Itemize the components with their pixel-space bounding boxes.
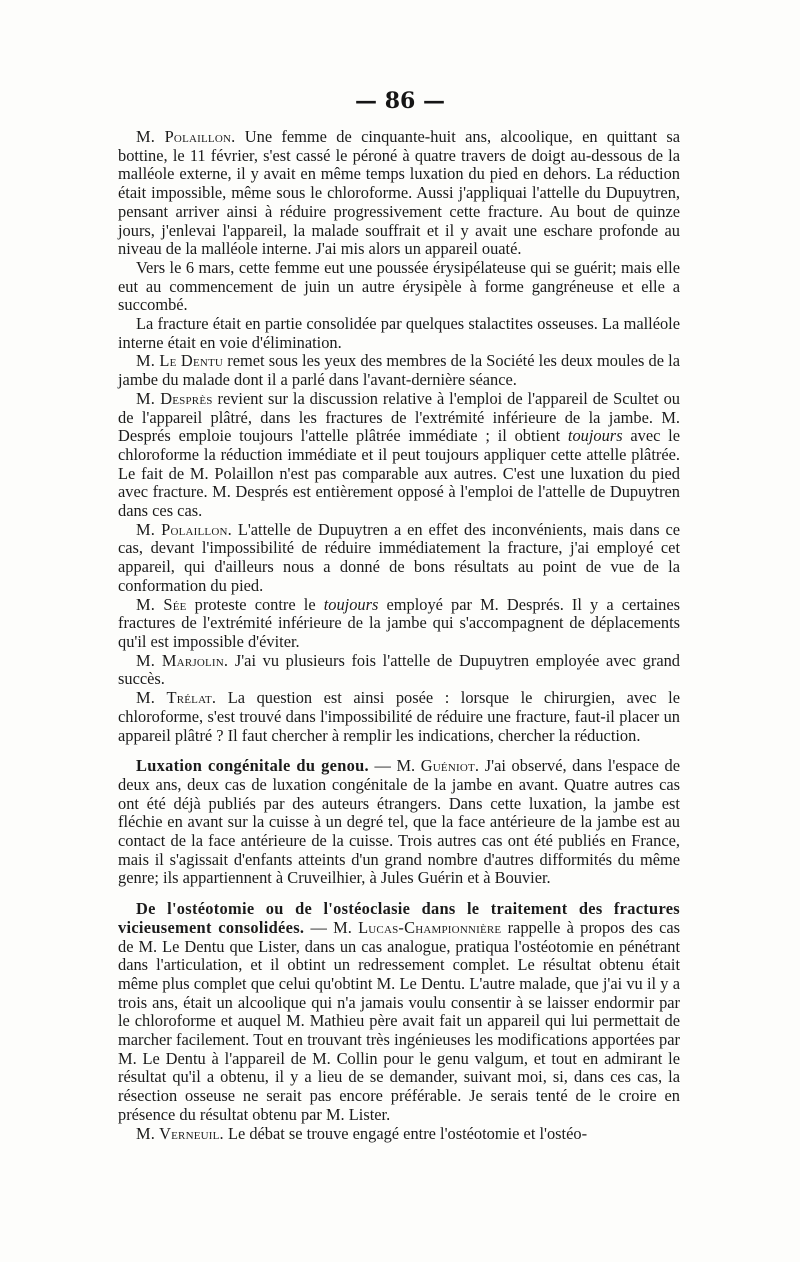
page-number: — 86 —: [355, 88, 445, 114]
speaker-name: Lucas-Championnière: [358, 917, 502, 937]
paragraph-text: employé par M. Després. Il y a certaines fractures de l'extrémité inférieure de la jambe qui s'accompagnent de déplacements qu'il est impossible d'éviter.: [118, 594, 681, 651]
speaker-name: Guéniot.: [420, 756, 480, 776]
paragraph-text: L'attelle de Dupuytren a en effet des inconvénients, mais dans ce cas, devant l'impossibilité de réduire immédiatement la fracture, j'ai employé cet appareil, qui d'ailleurs nous a donné de bons résultats au point de vue de la conformation du pied.: [118, 519, 680, 595]
speaker-name: M. Le Dentu: [136, 351, 224, 371]
paragraph-text: J'ai vu plusieurs fois l'attelle de Dupuytren employée avec grand succès.: [118, 650, 680, 689]
section-heading: Luxation congénitale du genou.: [136, 756, 369, 776]
heading-dash: — M.: [304, 917, 359, 937]
paragraph: [118, 1125, 680, 1144]
page-body: [118, 128, 680, 1143]
paragraph: [118, 315, 680, 352]
speaker-name: M. Polaillon.: [136, 519, 232, 539]
paragraph: [118, 652, 680, 689]
paragraph: [118, 390, 680, 521]
paragraph: [118, 596, 680, 652]
paragraph-text: remet sous les yeux des membres de la Société les deux moules de la jambe du malade dont il a parlé dans l'avant-dernière séance.: [118, 351, 680, 390]
section-osteotomie: [118, 900, 680, 1124]
paragraph-text: Le débat se trouve engagé entre l'ostéotomie et l'ostéo-: [223, 1123, 588, 1143]
speaker-name: M. Trélat.: [136, 688, 217, 708]
paragraph-text: La fracture était en partie consolidée par quelques stalactites osseuses. La malléole interne était en voie d'élimination.: [118, 314, 680, 352]
italic-word: toujours: [323, 594, 379, 614]
paragraph-text: Vers le 6 mars, cette femme eut une poussée érysipélateuse qui se guérit; mais elle eut au commencement de juin un autre érysipèle à forme gangréneuse et elle a succombé.: [118, 257, 680, 315]
section-heading: De l'ostéotomie ou de l'ostéoclasie dans le traitement des fractures vicieusement consolidées.: [118, 899, 680, 937]
speaker-name: M. Verneuil.: [136, 1123, 224, 1143]
paragraph-text: La question est ainsi posée : lorsque le chirurgien, avec le chloroforme, s'est trouvé dans l'impossibilité de réduire une fracture, faut-il placer un appareil plâtré ? Il faut chercher à remplir les indications, chercher la réduction.: [118, 688, 680, 745]
paragraph: [118, 128, 680, 259]
italic-word: toujours: [567, 426, 623, 446]
speaker-name: M. Polaillon.: [136, 127, 236, 146]
speaker-name: M. Desprès: [136, 388, 213, 408]
paragraph-text: rappelle à propos des cas de M. Le Dentu que Lister, dans un cas analogue, pratiqua l'ostéotomie en pénétrant dans l'articulation, et il obtint un redressement complet. Le résultat obtenu était même plus complet que celui qu'obtint M. Le Dentu. L'autre malade, que j'ai vu il y a trois ans, était un alcoolique qui n'a jamais voulu consentir à se laisser endormir par le chloroforme et auquel M. Mathieu père avait fait un appareil qui lui permettait de marcher facilement. Tout en trouvant très ingénieuses les modifications apportées par M. Le Dentu à l'appareil de M. Collin pour le genu valgum, et tout en admirant le résultat qu'il a obtenu, il y a lieu de se demander, suivant moi, si, dans ces cas, la résection osseuse ne serait pas encore préférable. Je serais tenté de le croire en présence du résultat obtenu par M. Lister.: [118, 917, 680, 1124]
speaker-name: M. Marjolin.: [136, 650, 229, 670]
paragraph: [118, 352, 680, 389]
paragraph-text: proteste contre le: [186, 594, 324, 614]
speaker-name: M. Sée: [136, 594, 187, 614]
section-luxation: [118, 757, 680, 888]
paragraph-text: J'ai observé, dans l'espace de deux ans, deux cas de luxation congénitale de la jambe en avant. Quatre autres cas ont été déjà publiés par des auteurs étrangers. Dans cette luxation, la jambe est fléchie en avant sur la cuisse à un degré tel, que la face antérieure de la jambe est au contact de la face antérieure de la cuisse. Trois autres cas ont été publiés en France, mais il s'agissait d'enfants atteints d'un grand nombre d'autres difformités du même genre; ils appartiennent à Cruveilhier, à Jules Guérin et à Bouvier.: [118, 756, 680, 888]
paragraph: [118, 521, 680, 596]
heading-dash: — M.: [368, 756, 421, 776]
paragraph-text: Une femme de cinquante-huit ans, alcoolique, en quittant sa bottine, le 11 février, s'est cassé le péroné à quatre travers de doigt au-dessous de la malléole externe, il y avait en même temps luxation du pied en dehors. La réduction était impossible, même sous le chloroforme. Aussi j'appliquai l'attelle du Dupuytren, pensant arriver ainsi à réduire progressivement cette fracture. Au bout de quinze jours, j'enlevai l'appareil, la malade souffrait et il y avait une eschare profonde au niveau de la malléole interne. J'ai mis alors un appareil ouaté.: [118, 127, 680, 259]
paragraph-text: revient sur la discussion relative à l'emploi de l'appareil de Scultet ou de l'appareil plâtré, dans les fractures de l'extrémité inférieure de la jambe. M. Després emploie toujours l'attelle plâtrée immédiate ; il obtient: [118, 388, 680, 446]
paragraph: [118, 259, 680, 315]
paragraph: [118, 689, 680, 745]
paragraph-text: avec le chloroforme la réduction immédiate et il peut toujours appliquer cette attelle plâtrée. Le fait de M. Polaillon n'est pas comparable aux autres. C'est une luxation du pied avec fracture. M. Després est entièrement opposé à l'emploi de l'attelle de Dupuytren dans ces cas.: [118, 426, 681, 521]
